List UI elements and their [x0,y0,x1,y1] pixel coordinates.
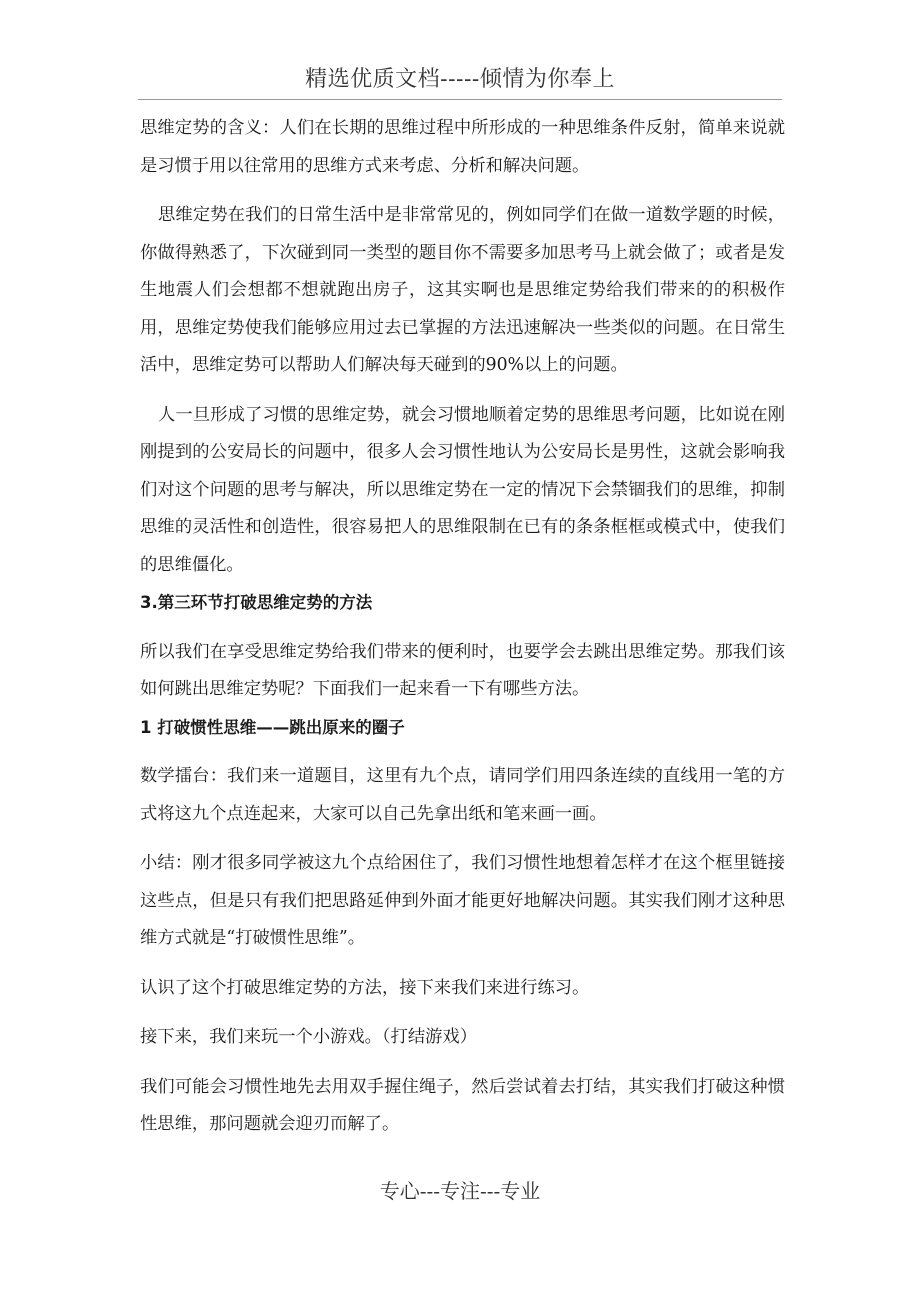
header-divider [138,99,782,100]
paragraph-methods-intro: 所以我们在享受思维定势给我们带来的便利时，也要学会去跳出思维定势。那我们该如何跳出思维定势呢？下面我们一起来看一下有哪些方法。 [140,641,785,699]
page-header: 精选优质文档-----倾情为你奉上 [305,67,615,92]
paragraph-negative-effect: 人一旦形成了习惯的思维定势，就会习惯地顺着定势的思维思考问题，比如说在刚刚提到的公安局长的问题中，很多人会习惯性地认为公安局长是男性，这就会影响我们对这个问题的思考与解决，所以思维定势在一定的情况下会禁锢我们的思维，抑制思维的灵活性和创造性，很容易把人的思维限制在已有的条条框框或模式中，使我们的思维僵化。 [140,404,785,575]
section-heading-methods: 3.第三环节打破思维定势的方法 [140,593,373,612]
paragraph-game: 接下来，我们来玩一个小游戏。（打结游戏） [140,1027,477,1047]
page-footer: 专心---专注---专业 [379,1179,541,1203]
paragraph-math-challenge: 数学擂台：我们来一道题目，这里有九个点，请同学们用四条连续的直线用一笔的方式将这九个点连起来，大家可以自己先拿出纸和笔来画一画。 [140,766,785,824]
document-body [140,110,785,1144]
paragraph-summary: 小结：刚才很多同学被这九个点给困住了，我们习惯性地想着怎样才在这个框里链接这些点，但是只有我们把思路延伸到外面才能更好地解决问题。其实我们刚才这种思维方式就是“打破惯性思维”。 [140,853,785,948]
paragraph-practice: 认识了这个打破思维定势的方法，接下来我们来进行练习。 [140,977,590,998]
paragraph-definition: 思维定势的含义：人们在长期的思维过程中所形成的一种思维条件反射，简单来说就是习惯于用以往常用的思维方式来考虑、分析和解决问题。 [140,118,785,176]
subsection-heading-inertia: 1 打破惯性思维——跳出原来的圈子 [140,717,405,737]
paragraph-conclusion: 我们可能会习惯性地先去用双手握住绳子，然后尝试着去打结，其实我们打破这种惯性思维，那问题就会迎刃而解了。 [140,1076,785,1134]
paragraph-positive-effect: 思维定势在我们的日常生活中是非常常见的，例如同学们在做一道数学题的时候，你做得熟悉了，下次碰到同一类型的题目你不需要多加思考马上就会做了；或者是发生地震人们会想都不想就跑出房子，这其实啊也是思维定势给我们带来的的积极作用，思维定势使我们能够应用过去已掌握的方法迅速解决一些类似的问题。在日常生活中，思维定势可以帮助人们解决每天碰到的90%以上的问题。 [140,205,785,375]
